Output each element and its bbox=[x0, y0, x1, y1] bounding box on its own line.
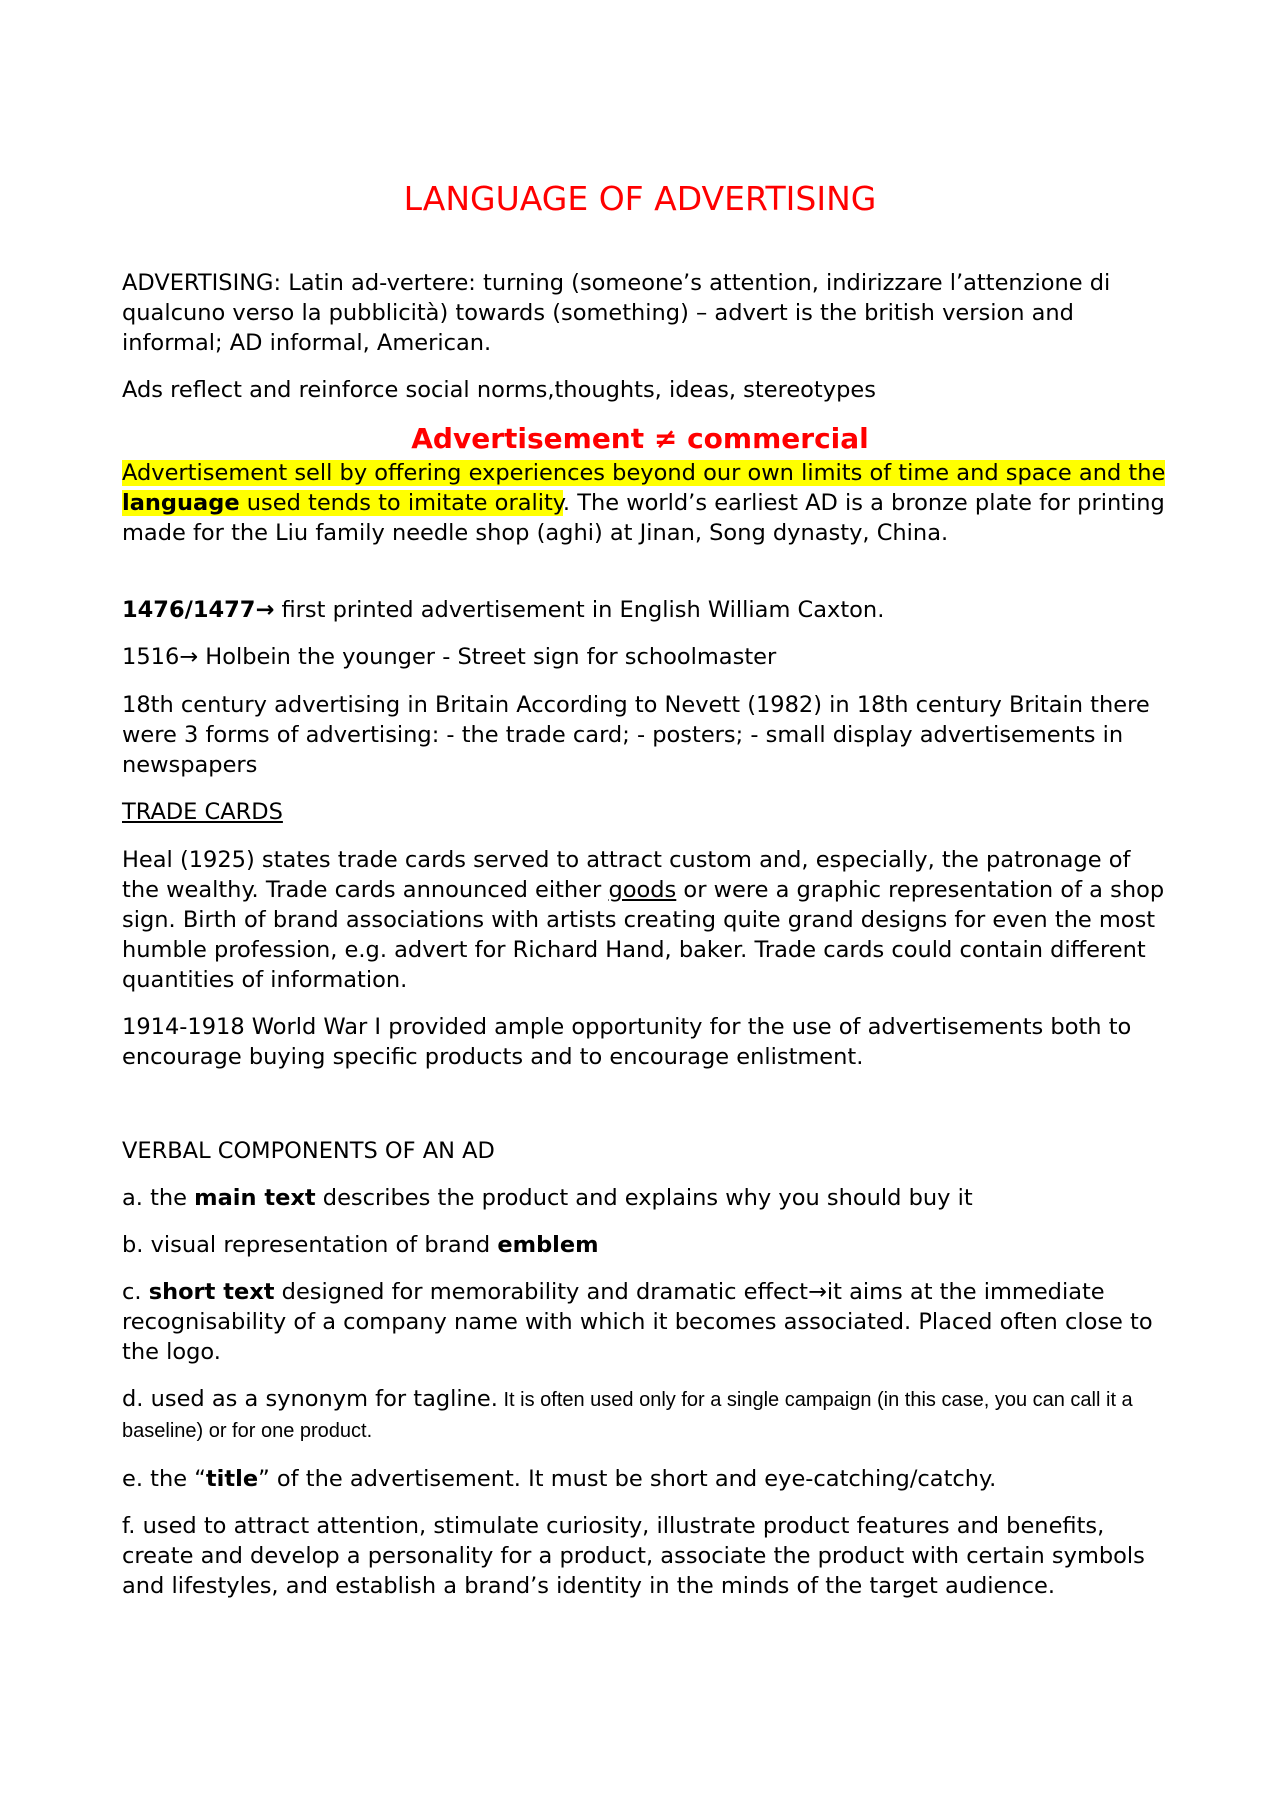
arrow-icon: → bbox=[807, 1279, 827, 1305]
item-e bbox=[122, 1464, 1172, 1494]
arrow-icon: → bbox=[255, 597, 275, 623]
ww1-paragraph: 1914-1918 World War I provided ample opportunity for the use of advertisements both to encourage buying specific products and to encourage enlistment. bbox=[122, 1014, 1132, 1070]
caxton-paragraph bbox=[122, 595, 1172, 625]
item-c bbox=[122, 1277, 1172, 1367]
reflect-paragraph: Ads reflect and reinforce social norms,thoughts, ideas, stereotypes bbox=[122, 377, 876, 403]
item-c-post: it aims at the immediate recognisability of a company name with which it becomes associated. Placed often close to the logo. bbox=[122, 1279, 1153, 1365]
item-e-bold: title bbox=[205, 1466, 259, 1492]
subheading-advertisement-commercial: Advertisement ≠ commercial bbox=[411, 422, 869, 455]
item-b-pre: b. visual representation of brand bbox=[122, 1232, 498, 1258]
advertisement-paragraph bbox=[122, 458, 1172, 548]
highlight-bold-language: language bbox=[122, 490, 240, 516]
advertisement-rest: . The world’s earliest AD is a bronze plate for printing made for the Liu family needle shop (aghi) at Jinan, Song dynasty, China. bbox=[122, 490, 1165, 546]
item-a-pre: a. the bbox=[122, 1185, 195, 1211]
item-a bbox=[122, 1183, 1172, 1213]
heal-paragraph bbox=[122, 845, 1172, 995]
holbein-text: Holbein the younger - Street sign for schoolmaster bbox=[198, 644, 777, 670]
holbein-paragraph bbox=[122, 642, 1172, 672]
heal-part1: Heal (1925) states trade cards served to attract custom and, especially, the patronage of the wealthy. Trade cards announced either bbox=[122, 847, 1131, 903]
verbal-components-heading: VERBAL COMPONENTS OF AN AD bbox=[122, 1138, 495, 1164]
arrow-icon: → bbox=[179, 644, 199, 670]
item-d-small: It is often used only for a single campaign (in this case, you can call it a baseline) or for one product. bbox=[122, 1389, 1133, 1442]
century18-paragraph: 18th century advertising in Britain According to Nevett (1982) in 18th century Britain there were 3 forms of advertising: - the trade card; - posters; - small display advertisements in newspapers bbox=[122, 692, 1150, 778]
highlight-text-1: Advertisement sell by offering experiences beyond our own limits of time and space and the bbox=[122, 460, 1166, 486]
item-b bbox=[122, 1230, 1172, 1260]
item-c-pre: c. bbox=[122, 1279, 149, 1305]
item-f: f. used to attract attention, stimulate curiosity, illustrate product features and benefits, create and develop a personality for a product, associate the product with certain symbols and lifestyles, and establish a brand’s identity in the minds of the target audience. bbox=[122, 1513, 1145, 1599]
highlight-text-2: used tends to imitate orality bbox=[239, 490, 563, 516]
heal-goods: goods bbox=[608, 877, 677, 903]
caxton-text: first printed advertisement in English William Caxton. bbox=[274, 597, 885, 623]
item-b-bold: emblem bbox=[497, 1232, 599, 1258]
item-e-post: ” of the advertisement. It must be short and eye-catching/catchy. bbox=[258, 1466, 997, 1492]
item-d-pre: d. used as a synonym for tagline. bbox=[122, 1386, 498, 1412]
item-c-mid: designed for memorability and dramatic effect bbox=[274, 1279, 808, 1305]
item-a-post: describes the product and explains why you should buy it bbox=[315, 1185, 973, 1211]
item-a-bold: main text bbox=[194, 1185, 316, 1211]
item-e-pre: e. the “ bbox=[122, 1466, 206, 1492]
trade-cards-heading: TRADE CARDS bbox=[122, 799, 283, 825]
holbein-year: 1516 bbox=[122, 644, 180, 670]
caxton-year: 1476/1477 bbox=[122, 597, 256, 623]
page-title: LANGUAGE OF ADVERTISING bbox=[403, 179, 877, 218]
intro-paragraph: ADVERTISING: Latin ad-vertere: turning (someone’s attention, indirizzare l’attenzione di qualcuno verso la pubblicità) towards (something) – advert is the british version and informal; AD informal, American. bbox=[122, 270, 1111, 356]
item-d bbox=[122, 1384, 1172, 1446]
heal-part2: or were a graphic representation of a shop sign. Birth of brand associations with artists creating quite grand designs for even the most humble profession, e.g. advert for Richard Hand, baker. Trade cards could contain different quantities of information. bbox=[122, 877, 1165, 993]
item-c-bold: short text bbox=[148, 1279, 275, 1305]
